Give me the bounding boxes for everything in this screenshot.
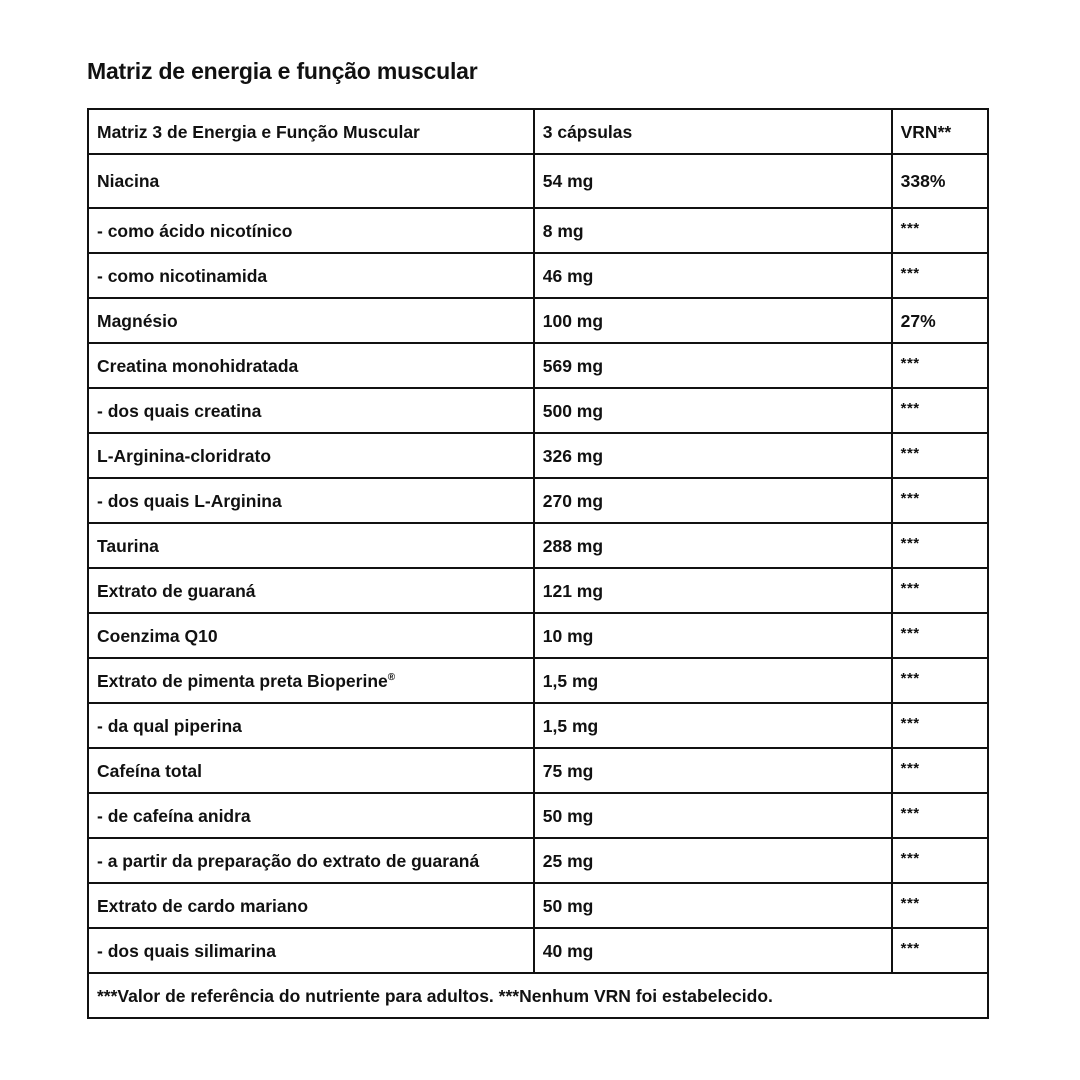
nutrient-name-text: - como ácido nicotínico	[97, 220, 293, 241]
nutrient-vrn	[892, 433, 988, 478]
nutrient-name-text: Extrato de guaraná	[97, 580, 256, 601]
nutrient-name-text: L-Arginina-cloridrato	[97, 445, 272, 466]
table-row	[88, 208, 988, 253]
nutrient-vrn: 27%	[892, 298, 988, 343]
nutrient-name	[88, 883, 534, 928]
registered-mark: ®	[387, 671, 396, 683]
header-vrn: VRN**	[892, 109, 988, 154]
nutrient-vrn	[892, 208, 988, 253]
table-row	[88, 523, 988, 568]
vrn-not-established: ***	[900, 534, 920, 552]
table-row	[88, 703, 988, 748]
page-title: Matriz de energia e função muscular	[87, 58, 478, 84]
table-row	[88, 478, 988, 523]
vrn-not-established: ***	[900, 399, 920, 417]
nutrient-name-text: - da qual piperina	[97, 715, 242, 736]
vrn-not-established: ***	[900, 669, 920, 687]
nutrient-amount: 288 mg	[534, 523, 892, 568]
nutrient-vrn	[892, 253, 988, 298]
nutrient-amount: 326 mg	[534, 433, 892, 478]
nutrient-amount: 50 mg	[534, 883, 892, 928]
header-amount: 3 cápsulas	[534, 109, 892, 154]
nutrient-vrn: 338%	[892, 154, 988, 208]
table-row	[88, 613, 988, 658]
table-row	[88, 838, 988, 883]
vrn-not-established: ***	[900, 444, 920, 462]
nutrient-name	[88, 298, 534, 343]
nutrient-vrn	[892, 883, 988, 928]
table-row	[88, 253, 988, 298]
vrn-not-established: ***	[900, 489, 920, 507]
nutrient-amount: 10 mg	[534, 613, 892, 658]
nutrient-vrn	[892, 703, 988, 748]
header-name: Matriz 3 de Energia e Função Muscular	[88, 109, 534, 154]
nutrient-name	[88, 703, 534, 748]
nutrient-name-text: Cafeína total	[97, 760, 203, 781]
nutrient-amount: 46 mg	[534, 253, 892, 298]
table-row	[88, 343, 988, 388]
nutrient-amount: 50 mg	[534, 793, 892, 838]
nutrition-table-body	[88, 109, 988, 1018]
table-row	[88, 883, 988, 928]
footnote: ***Valor de referência do nutriente para adultos. ***Nenhum VRN foi estabelecido.	[88, 973, 988, 1018]
vrn-not-established: ***	[900, 354, 920, 372]
nutrient-vrn	[892, 928, 988, 973]
nutrient-amount: 54 mg	[534, 154, 892, 208]
nutrient-amount: 500 mg	[534, 388, 892, 433]
nutrient-name	[88, 613, 534, 658]
nutrient-name	[88, 793, 534, 838]
nutrient-amount: 121 mg	[534, 568, 892, 613]
nutrient-name-text: Taurina	[97, 535, 159, 556]
nutrient-name-text: Extrato de pimenta preta Bioperine	[97, 670, 388, 691]
nutrient-vrn	[892, 613, 988, 658]
nutrient-vrn	[892, 838, 988, 883]
vrn-not-established: ***	[900, 894, 920, 912]
nutrient-vrn	[892, 343, 988, 388]
vrn-not-established: ***	[900, 579, 920, 597]
nutrient-name	[88, 433, 534, 478]
table-row	[88, 568, 988, 613]
vrn-not-established: ***	[900, 264, 920, 282]
nutrient-amount: 1,5 mg	[534, 703, 892, 748]
nutrient-name-text: - dos quais creatina	[97, 400, 262, 421]
vrn-not-established: ***	[900, 624, 920, 642]
vrn-not-established: ***	[900, 849, 920, 867]
nutrient-name	[88, 253, 534, 298]
nutrient-name	[88, 748, 534, 793]
nutrient-amount: 8 mg	[534, 208, 892, 253]
vrn-not-established: ***	[900, 939, 920, 957]
nutrient-name-text: Niacina	[97, 171, 160, 191]
table-row	[88, 388, 988, 433]
nutrient-name	[88, 208, 534, 253]
table-row	[88, 793, 988, 838]
nutrient-name-text: - de cafeína anidra	[97, 805, 251, 826]
vrn-not-established: ***	[900, 219, 920, 237]
nutrition-table	[87, 108, 989, 1019]
nutrient-vrn	[892, 478, 988, 523]
nutrient-name-text: Extrato de cardo mariano	[97, 895, 309, 916]
nutrient-vrn	[892, 523, 988, 568]
vrn-not-established: ***	[900, 804, 920, 822]
table-row	[88, 928, 988, 973]
nutrient-name-text: Creatina monohidratada	[97, 355, 299, 376]
nutrient-name	[88, 388, 534, 433]
nutrient-name	[88, 838, 534, 883]
nutrient-vrn	[892, 748, 988, 793]
nutrient-amount: 100 mg	[534, 298, 892, 343]
table-row	[88, 658, 988, 703]
nutrient-name-text: - como nicotinamida	[97, 265, 268, 286]
vrn-not-established: ***	[900, 759, 920, 777]
table-row	[88, 154, 988, 208]
nutrient-vrn	[892, 793, 988, 838]
nutrient-name	[88, 928, 534, 973]
nutrient-name	[88, 478, 534, 523]
nutrient-amount: 25 mg	[534, 838, 892, 883]
table-row	[88, 748, 988, 793]
nutrient-name-text: Coenzima Q10	[97, 625, 218, 646]
nutrient-name-text: - dos quais L-Arginina	[97, 490, 282, 511]
nutrient-name	[88, 154, 534, 208]
table-footer-row	[88, 973, 988, 1018]
nutrient-vrn	[892, 388, 988, 433]
vrn-not-established: ***	[900, 714, 920, 732]
nutrient-name	[88, 343, 534, 388]
nutrient-amount: 75 mg	[534, 748, 892, 793]
table-row	[88, 298, 988, 343]
nutrient-amount: 569 mg	[534, 343, 892, 388]
nutrient-vrn	[892, 658, 988, 703]
nutrient-amount: 270 mg	[534, 478, 892, 523]
table-header-row	[88, 109, 988, 154]
nutrient-name-text: Magnésio	[97, 310, 178, 331]
nutrient-name-text: - a partir da preparação do extrato de guaraná	[97, 850, 480, 871]
nutrient-name	[88, 523, 534, 568]
nutrient-name	[88, 568, 534, 613]
nutrient-name	[88, 658, 534, 703]
nutrient-vrn	[892, 568, 988, 613]
nutrient-name-text: - dos quais silimarina	[97, 940, 276, 961]
table-row	[88, 433, 988, 478]
nutrient-amount: 1,5 mg	[534, 658, 892, 703]
nutrient-amount: 40 mg	[534, 928, 892, 973]
